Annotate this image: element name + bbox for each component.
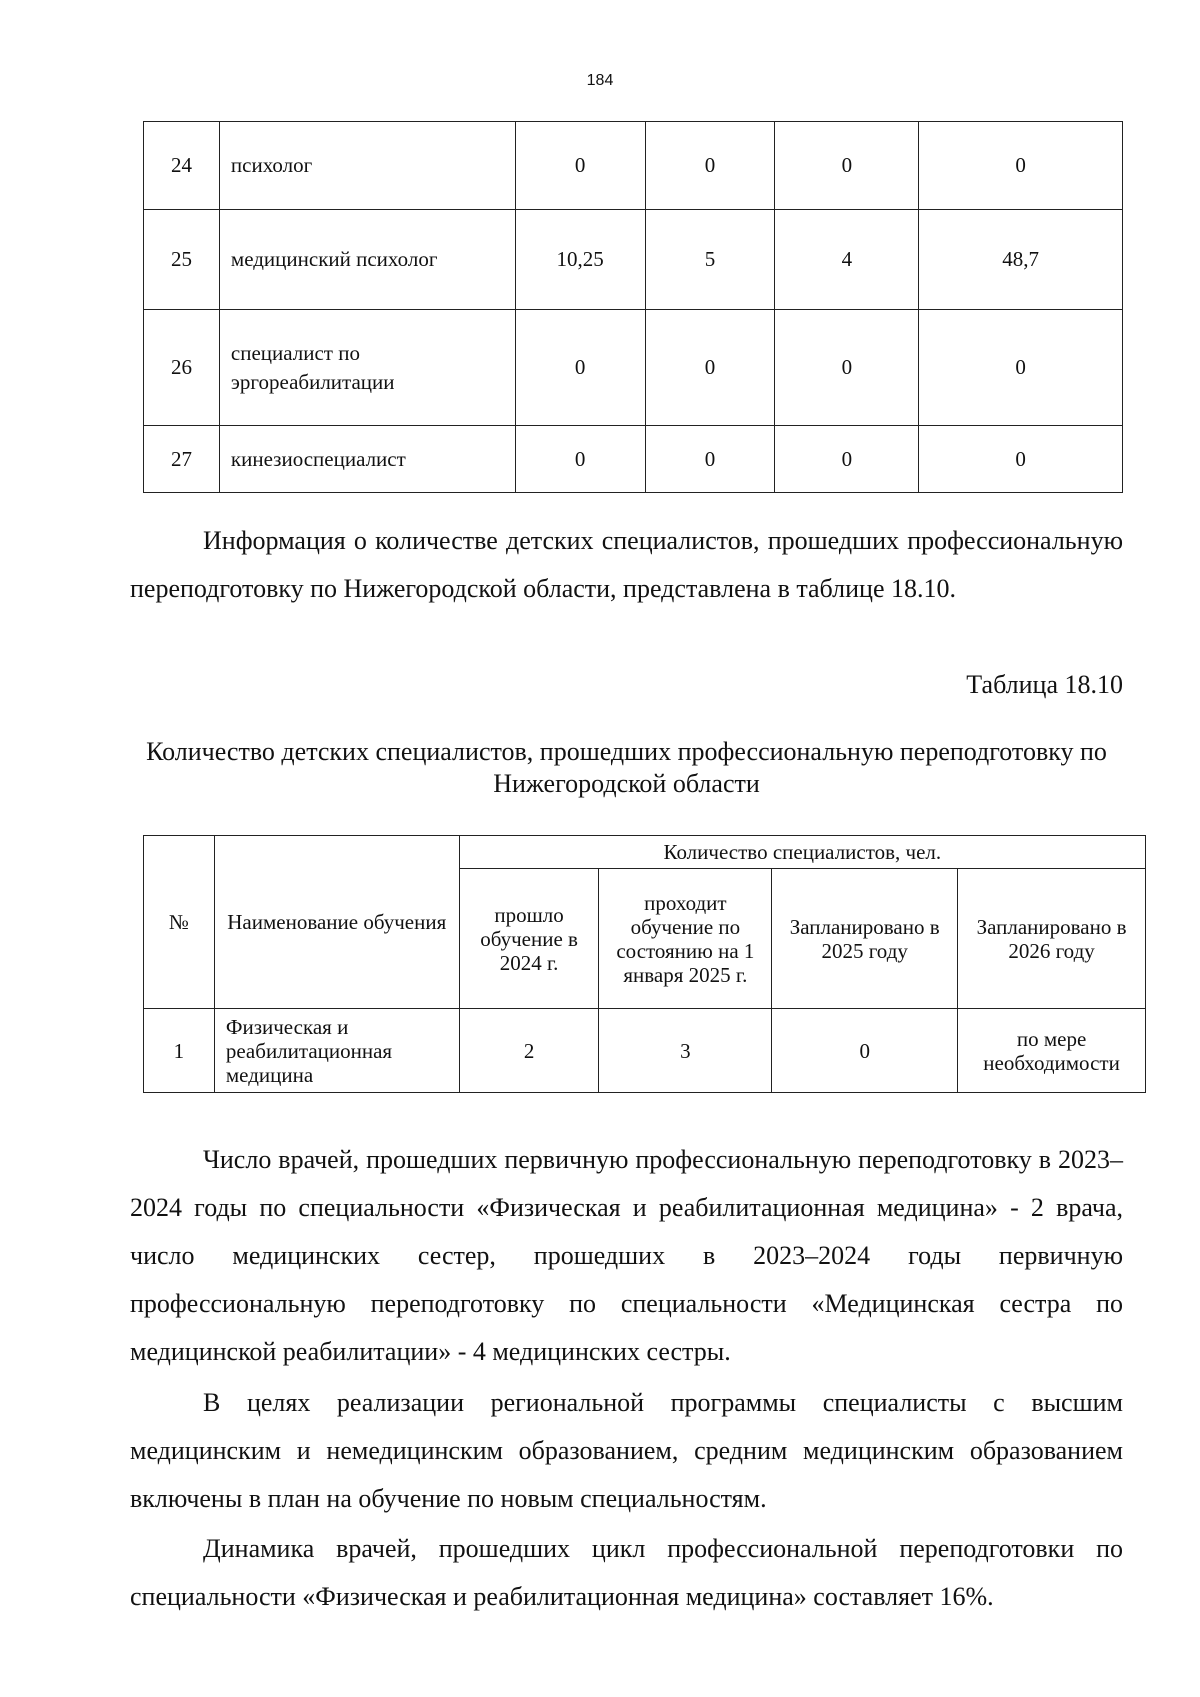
header-col3: Запланировано в 2025 году (772, 869, 958, 1009)
table-row (144, 1009, 1146, 1093)
staff-table-continuation (143, 121, 1123, 493)
table-label: Таблица 18.10 (966, 670, 1123, 699)
cell-value: 0 (645, 426, 775, 493)
table-row (144, 310, 1123, 426)
header-group: Количество специалистов, чел. (459, 836, 1145, 869)
specialist-name: специалист по эргореабилитации (219, 310, 515, 426)
cell-value: 0 (515, 310, 645, 426)
table-row (144, 210, 1123, 310)
row-number: 26 (144, 310, 220, 426)
cell-value: 0 (919, 122, 1123, 210)
cell-value: 10,25 (515, 210, 645, 310)
specialist-name: медицинский психолог (219, 210, 515, 310)
table-header-row (144, 836, 1146, 869)
row-number: 24 (144, 122, 220, 210)
table-title: Количество детских специалистов, прошедших профессиональную переподготовку по Нижегородской области (146, 737, 1107, 798)
row-number: 1 (144, 1009, 215, 1093)
paragraph-doctors-count: Число врачей, прошедших первичную профессиональную переподготовку в 2023–2024 годы по специальности «Физическая и реабилитационная медицина» - 2 врача, число медицинских сестер, прошедших в 2023–2024 годы первичную профессиональную переподготовку по специальности «Медицинская сестра по медицинской реабилитации» - 4 медицинских сестры. (130, 1145, 1123, 1366)
cell-value: 0 (775, 310, 919, 426)
row-number: 27 (144, 426, 220, 493)
row-number: 25 (144, 210, 220, 310)
cell-value: 0 (775, 122, 919, 210)
cell-value: 3 (599, 1009, 772, 1093)
paragraph-dynamics: Динамика врачей, прошедших цикл профессиональной переподготовки по специальности «Физическая и реабилитационная медицина» составляет 16%. (130, 1534, 1123, 1611)
cell-value: 4 (775, 210, 919, 310)
header-col2: проходит обучение по состоянию на 1 января 2025 г. (599, 869, 772, 1009)
cell-value: 0 (645, 122, 775, 210)
cell-value: 0 (772, 1009, 958, 1093)
header-number: № (144, 836, 215, 1009)
paragraph-regional-program: В целях реализации региональной программы специалисты с высшим медицинским и немедицинским образованием, средним медицинским образованием включены в план на обучение по новым специальностям. (130, 1388, 1123, 1513)
cell-value: 2 (459, 1009, 599, 1093)
table-row (144, 426, 1123, 493)
header-name: Наименование обучения (214, 836, 459, 1009)
training-name: Физическая и реабилитационная медицина (214, 1009, 459, 1093)
cell-value: 0 (919, 426, 1123, 493)
cell-value: 0 (645, 310, 775, 426)
cell-value: 5 (645, 210, 775, 310)
cell-value: по мере необходимости (958, 1009, 1146, 1093)
header-col1: прошло обучение в 2024 г. (459, 869, 599, 1009)
intro-paragraph: Информация о количестве детских специалистов, прошедших профессиональную переподготовку по Нижегородской области, представлена в таблице 18.10. (130, 526, 1123, 603)
table-row (144, 122, 1123, 210)
cell-value: 0 (919, 310, 1123, 426)
specialist-name: кинезиоспециалист (219, 426, 515, 493)
specialist-name: психолог (219, 122, 515, 210)
page-number: 184 (586, 72, 614, 89)
retraining-table (143, 835, 1146, 1093)
cell-value: 48,7 (919, 210, 1123, 310)
header-col4: Запланировано в 2026 году (958, 869, 1146, 1009)
cell-value: 0 (515, 122, 645, 210)
cell-value: 0 (515, 426, 645, 493)
cell-value: 0 (775, 426, 919, 493)
